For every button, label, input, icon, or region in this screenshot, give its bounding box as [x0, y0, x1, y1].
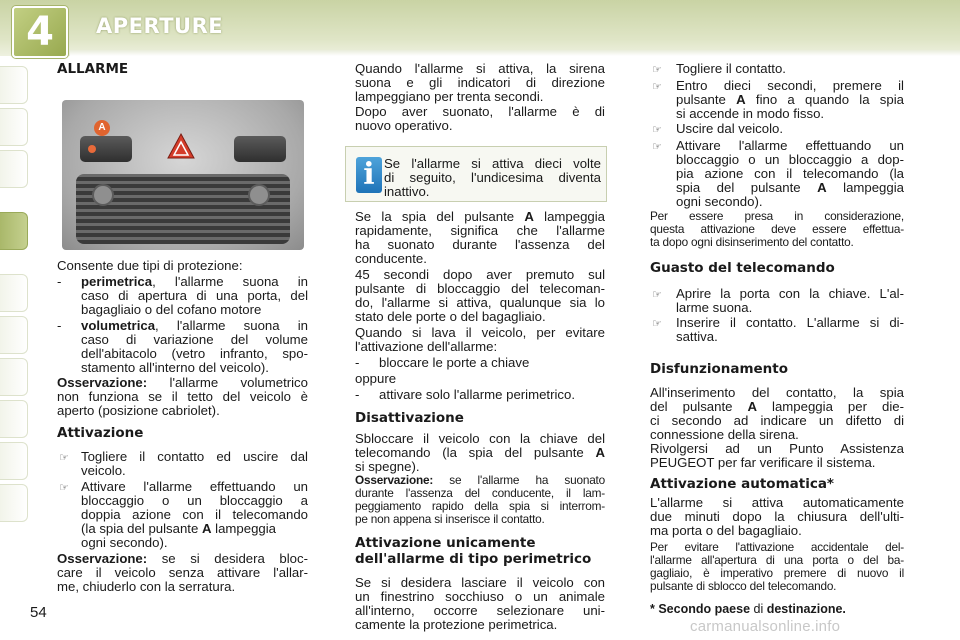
text-line: questa attivazione deve essere effettua- [650, 222, 904, 236]
text-line-with-A: pulsante A fino a quando la spia [676, 92, 904, 107]
text-line: di seguito, l'undicesima diventa [384, 170, 601, 185]
perimetrica-line: perimetrica, l'allarme suona in [81, 274, 308, 289]
text-line: durante l'assenza del conducente, il lam- [355, 486, 605, 500]
text-line: ta dopo ogni disinserimento del contatto. [650, 235, 854, 249]
text-line: Attivare l'allarme effettuando un [81, 479, 308, 494]
observation-1: Osservazione: l'allarme volumetrico [57, 375, 308, 390]
text-line-with-A: del pulsante A lampeggia per die- [650, 399, 904, 414]
text-line-with-A: spia del pulsante A lampeggia [676, 180, 904, 195]
page-header [0, 0, 960, 62]
pointing-hand-icon: ☞ [652, 289, 662, 301]
info-note-box [345, 146, 607, 202]
heading-attivazione: Attivazione [57, 425, 144, 441]
text-line: Se si desidera lasciare il veicolo con [355, 575, 605, 590]
text-line: Per evitare l'attivazione accidentale del- [650, 540, 904, 554]
chapter-tab[interactable] [0, 484, 28, 522]
pointing-hand-icon: ☞ [59, 482, 69, 494]
text-line: L'allarme si attiva automaticamente [650, 495, 904, 510]
text-line: due minuti dopo la chiusura dell'ulti- [650, 509, 904, 524]
pointing-hand-icon: ☞ [652, 81, 662, 93]
text-line: connessione della sirena. [650, 427, 799, 442]
heading-perimetrico-l2: dell'allarme di tipo perimetrico [355, 551, 592, 567]
text-line: sattiva. [676, 329, 718, 344]
text-line: Togliere il contatto. [676, 61, 786, 76]
footnote: * Secondo paese di destinazione. [650, 602, 846, 616]
text-line: ma porta o del bagagliaio. [650, 523, 802, 538]
text-line: bloccaggio o un bloccaggio a [81, 493, 308, 508]
heading-perimetrico-l1: Attivazione unicamente [355, 535, 536, 551]
text-line: suona e gli indicatori di direzione [355, 75, 605, 90]
text-line: PEUGEOT per far verificare il sistema. [650, 455, 876, 470]
hazard-warning-icon [166, 132, 196, 160]
info-icon: i [356, 157, 382, 193]
text-line-with-A: telecomando (la spia del pulsante A [355, 445, 605, 460]
text-line: nuovo operativo. [355, 118, 453, 133]
text-line: Se l'allarme si attiva dieci volte [384, 156, 601, 171]
alarm-button-photo [80, 136, 132, 162]
chapter-tab-active[interactable] [0, 212, 28, 250]
chapter-title: APERTURE [96, 14, 224, 38]
dash: - [355, 355, 360, 370]
intro-text: Consente due tipi di protezione: [57, 258, 243, 273]
chapter-tab[interactable] [0, 358, 28, 396]
chapter-tab[interactable] [0, 316, 28, 354]
text-line: ci secondo ad indicare un difetto di [650, 413, 904, 428]
text-line: si spegne). [355, 459, 420, 474]
dash: - [57, 318, 62, 333]
text-line: Inserire il contatto. L'allarme si di- [676, 315, 904, 330]
dashboard-photo [62, 100, 304, 250]
text-line: stato dele porte o del bagagliaio. [355, 309, 546, 324]
text-line: Sbloccare il veicolo con la chiave del [355, 431, 605, 446]
text-line: Togliere il contatto ed uscire dal [81, 449, 308, 464]
volumetrica-line: volumetrica, l'allarme suona in [81, 318, 308, 333]
dash: - [57, 274, 62, 289]
text-line: lampeggiano per trenta secondi. [355, 89, 544, 104]
text-line: pulsante di sblocco del telecomando. [650, 579, 837, 593]
text-line: gagliaio, è imperativo premere di nuovo il [650, 566, 904, 580]
text-line: aperto (posizione cabriolet). [57, 403, 220, 418]
chapter-tabs [0, 62, 34, 542]
text-line: si accende in modo fisso. [676, 106, 825, 121]
watermark: carmanualsonline.info [690, 618, 841, 635]
text-line: Quando si lava il veicolo, per evitare [355, 325, 605, 340]
chapter-badge [12, 6, 68, 58]
dash: - [355, 387, 360, 402]
text-line: 45 secondi dopo aver premuto sul [355, 267, 605, 282]
vent-knob [248, 184, 270, 206]
vent-knob [92, 184, 114, 206]
text-line: stamento all'interno del veicolo). [81, 360, 269, 375]
text-line: ogni secondo). [81, 535, 168, 550]
observation-note: Osservazione: se l'allarme ha suonato [355, 473, 605, 487]
pointing-hand-icon: ☞ [652, 64, 662, 76]
text-line: l'attivazione dell'allarme: [355, 339, 498, 354]
oppure-text: oppure [355, 371, 397, 386]
text-line: camente la protezione perimetrica. [355, 617, 558, 632]
text-line: bloccaggio o un bloccaggio a dop- [676, 152, 904, 167]
text-line: pe non appena si inserisce il contatto. [355, 512, 545, 526]
text-line: Entro dieci secondi, premere il [676, 78, 904, 93]
term-volumetrica: volumetrica [81, 318, 156, 333]
text-line: l'allarme all'apertura di una porta o del ba- [650, 553, 904, 567]
dashboard-button-photo [234, 136, 286, 162]
text-line: doppia azione con il telecomando [81, 507, 308, 522]
chapter-number: 4 [26, 9, 54, 55]
chapter-tab[interactable] [0, 108, 28, 146]
heading-guasto: Guasto del telecomando [650, 260, 835, 276]
text-line: non funziona se il tetto del veicolo è [57, 389, 308, 404]
text-line: Aprire la porta con la chiave. L'al- [676, 286, 904, 301]
pointing-hand-icon: ☞ [59, 452, 69, 464]
text-line: bagagliaio o del cofano motore [81, 302, 262, 317]
text-line: Uscire dal veicolo. [676, 121, 784, 136]
text-line: veicolo. [81, 463, 126, 478]
text-line: pia azione con il telecomando (la [676, 166, 904, 181]
text-line: pulsante di bloccaggio del telecoman- [355, 281, 605, 296]
text-line: me, chiuderlo con la serratura. [57, 579, 236, 594]
text-line: caso di apertura di una porta, del [81, 288, 308, 303]
text-line: Rivolgersi ad un Punto Assistenza [650, 441, 904, 456]
text-line: un finestrino socchiuso o un animale [355, 589, 605, 604]
text-line: dell'abitacolo (vetro infranto, spo- [81, 346, 308, 361]
text-line: ha suonato durante l'assenza del [355, 237, 605, 252]
text-line: care il veicolo senza attivare l'allar- [57, 565, 308, 580]
chapter-tab[interactable] [0, 274, 28, 312]
text-line: conducente. [355, 251, 427, 266]
heading-disattivazione: Disattivazione [355, 410, 464, 426]
button-marker-A: A [94, 120, 110, 136]
chapter-tab[interactable] [0, 442, 28, 480]
text-line: larme suona. [676, 300, 753, 315]
text-line: do, l'allarme si attiva, qualunque sia lo [355, 295, 605, 310]
text-line: Per essere presa in considerazione, [650, 209, 904, 223]
pointing-hand-icon: ☞ [652, 318, 662, 330]
text-line: Attivare l'allarme effettuando un [676, 138, 904, 153]
observation-2: Osservazione: se si desidera bloc- [57, 551, 308, 566]
chapter-tab[interactable] [0, 150, 28, 188]
term-perimetrica: perimetrica [81, 274, 153, 289]
chapter-tab[interactable] [0, 400, 28, 438]
heading-attivazione-automatica: Attivazione automatica* [650, 476, 834, 492]
text-line: ogni secondo). [676, 194, 763, 209]
pointing-hand-icon: ☞ [652, 141, 662, 153]
text-line-with-A: Se la spia del pulsante A lampeggia [355, 209, 606, 224]
option-2: attivare solo l'allarme perimetrico. [379, 387, 576, 402]
page-number: 54 [30, 604, 47, 621]
heading-disfunzionamento: Disfunzionamento [650, 361, 789, 377]
text-line: all'interno, occorre selezionare uni- [355, 603, 605, 618]
text-line: All'inserimento del contatto, la spia [650, 385, 904, 400]
section-title-allarme: ALLARME [57, 61, 129, 77]
text-line-with-A: (la spia del pulsante A lampeggia [81, 521, 277, 536]
pointing-hand-icon: ☞ [652, 124, 662, 136]
text-line: caso di variazione del volume [81, 332, 308, 347]
text-line: peggiamento rapido della spia si interrom- [355, 499, 605, 513]
option-1: bloccare le porte a chiave [379, 355, 530, 370]
chapter-tab[interactable] [0, 66, 28, 104]
led-indicator [88, 145, 96, 153]
text-line: rapidamente, significa che l'allarme [355, 223, 605, 238]
text-line: Quando l'allarme si attiva, la sirena [355, 61, 605, 76]
text-line: Dopo aver suonato, l'allarme è di [355, 104, 605, 119]
text-line: inattivo. [384, 184, 430, 199]
